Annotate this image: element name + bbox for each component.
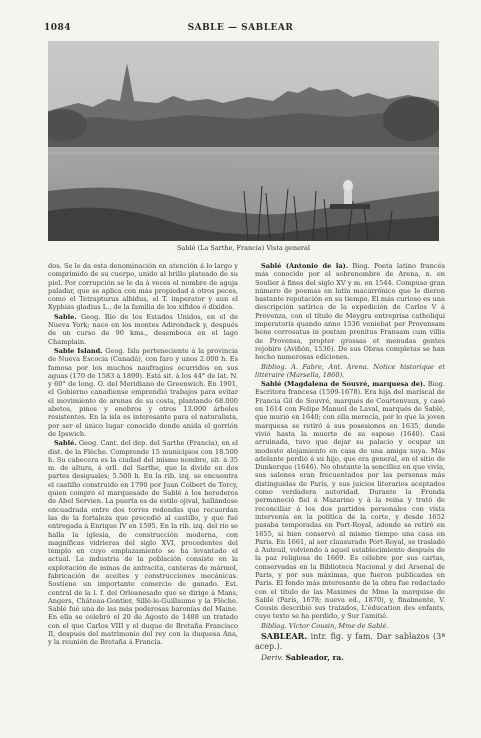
entry-paragraph: Sablé. Geog. Cant. del dep. del Sarthe (Francia), en el dist. de la Flèche. Comprende 15 municipios con 18.500 h. Su cabecera es la ciudad del mismo nombre, sit. á 35 m. de altura, á orll. del Sarthe, que la divide en dos partes desiguales; 5.500 h. En la rib. izq. se encuentra el castillo construido en 1790 por Juan Colbert de Torcy, quien compró el marquesado de Sablé á los herederos de Abel Servien. La puerta es de estilo ojival, hallándose encuadrada entre dos torres redondas que recuerdan las de la fortaleza que precedió al castillo, y que fué entregada á Enrique IV en 1595. En la rib. izq. del río se halla la iglesia, de construcción moderna, con magníficas vidrieras del siglo XVI, procedentes del templo en cuyo emplazamiento se ha levantado el actual. La industria de la población consiste en la explotación de minas de antracita, canteras de mármol, fabricación de aceites y construcciones mecánicas. Sostiene un importante comercio de ganado. Est. central de la l. f. del Orleanesado que se dirige á Mans, Angers, Château-Gontier, Sillé-le-Guillaume y la Flèche. Sablé fué una de las más poderosas baronías del Maine. En ella se celebró el 20 de Agosto de 1488 un tratado con el que Carlos VIII y el duque de Bretaña Francisco II, después del matrimonio del rey con la duquesa Ana, y la reunión de Bretaña á Francia. (48, 439, 238, 647)
entry-sablear: SABLEAR. intr. fig. y fam. Dar sablazos (3ª acep.). (255, 631, 445, 652)
derivative-line: Deriv. Sableador, ra. (261, 653, 344, 663)
bibliography-line: Bibliog. A. Fabre, Ant. Arena. Notice historique et littéraire (Marsella, 1860). (255, 362, 445, 379)
page-header (44, 23, 437, 37)
running-title: SABLE — SABLEAR (187, 23, 294, 33)
right-column (255, 262, 445, 702)
entry-paragraph: Sable Island. Geog. Isla perteneciente á la provincia de Nueva Escocia (Canadá), con faro y unos 2.000 h. Es famosa por los muchos naufragios ocurridos en sus aguas (170 de 1583 á 1899). Está sit. á los 44° de lat. N. y 60° de long. O. del Meridiano de Greenwich. En 1901, el Gobierno canadiense emprendió trabajos para evitar el movimiento de arenas de su costa, plantando 68.000 abetos, pinos y enebros y otros 13.000 árboles resistentes. En la isla es interesante para el naturalista, por ser el único lugar conocido donde anida el gorrión de Ipswich. (48, 346, 238, 438)
entry-paragraph: Sable. Geog. Río de los Estados Unidos, en el de Nueva York; nace en los montes Adirondack y, después de un curso de 90 kms., desemboca en el lago Champlain. (48, 312, 238, 346)
left-column (48, 262, 238, 702)
bibliography-line: Bibliog. Víctor Cousin, Mme de Sablé. (261, 621, 389, 630)
page-number: 1084 (44, 23, 72, 33)
town-photograph (48, 41, 439, 241)
photo-illustration (48, 41, 439, 241)
entry-paragraph: dos. Se le da esta denominación en atención á lo largo y comprimido de su cuerpo, unido al brillo plateado de su piel. Por corrupción se le da á veces el nombre de aguja paladar, que se aplica con más propiedad á otros peces, como el Tetrapturus albidus, el T. imperator y aun el Xyphias gladius L., de la familia de los xífidos ó díxidos. (48, 262, 238, 312)
entry-paragraph: Sablé (Magdalena de Souvré, marquesa de). Biog. Escritora francesa (1599-1678). Era hija del mariscal de Francia Gil de Souvré, marqués de Courtenvaux, y casó en 1614 con Felipe Manuel de Laval, marqués de Sablé, que murió en 1640; con ella merecía, por lo que la joven marquesa se retiró á sus posesiones en 1635, donde vivió hasta la muerte de su esposo (1640). Casi arruinada, tuvo que dejar su palacio y ocupar un modesto alojamiento en casa de una amiga suya. Más adelante perdió á su hijo, que era general, en el sitio de Dunkerque (1646). No obstante la sencillez en que vivía, sus salones eran frecuentados por las personas más distinguidas de París, y sus juicios literarios aceptados como verdadera autoridad. Durante la Fronda permaneció fiel á Mazarino y á la reina y trató de reconciliar á los dos partidos personales con vista intervenía en la política de la corte, y desde 1652 pasaba temporadas en Port-Royal, adonde se retiró en 1655, si bien conservó al mismo tiempo una casa en París. En 1661, al ser clausurado Port-Royal, se trasladó á Auteuil, volviendo á aquel establecimiento después de la paz religiosa de 1669. Es célebre por sus cartas, conservadas en la Biblioteca Nacional y del Arsenal de París, y por sus máximas, que fueron publicadas en París. El fondo más interesante de la obra fue redactado con el título de las Maximes de Mme la marquise de Sablé (París, 1678; nueva ed., 1870), y, finalmente, V. Cousin describió sus tratados, L'éducation des enfants, cuyo texto se ha perdido, y Sur l'amitié. (255, 380, 445, 621)
photo-caption: Sablé (La Sarthe, Francia) Vista general (176, 244, 310, 252)
entry-paragraph: Sablé (Antonio de la). Biog. Poeta latino francés más conocido por el sobrenombre de Arena, n. en Soulier á fines del siglo XV y m. en 1544. Compuso gran número de poemas en latín macarrónico que le dieron bastante reputación en su tiempo. El más curioso es una descripción satírica de la expedición de Carlos V á Provenza, con el título de Meygra entreprisa catholiqui imperatoris quando anno 1536 veniebat per Provensam bene corrosatus in postam prenitus Fransam cum villis de Provensa, propter grossas et menudas gentes rejobire (Aviñón, 1536). De sus Obras completas se han hecho numerosas ediciones. (255, 262, 445, 362)
